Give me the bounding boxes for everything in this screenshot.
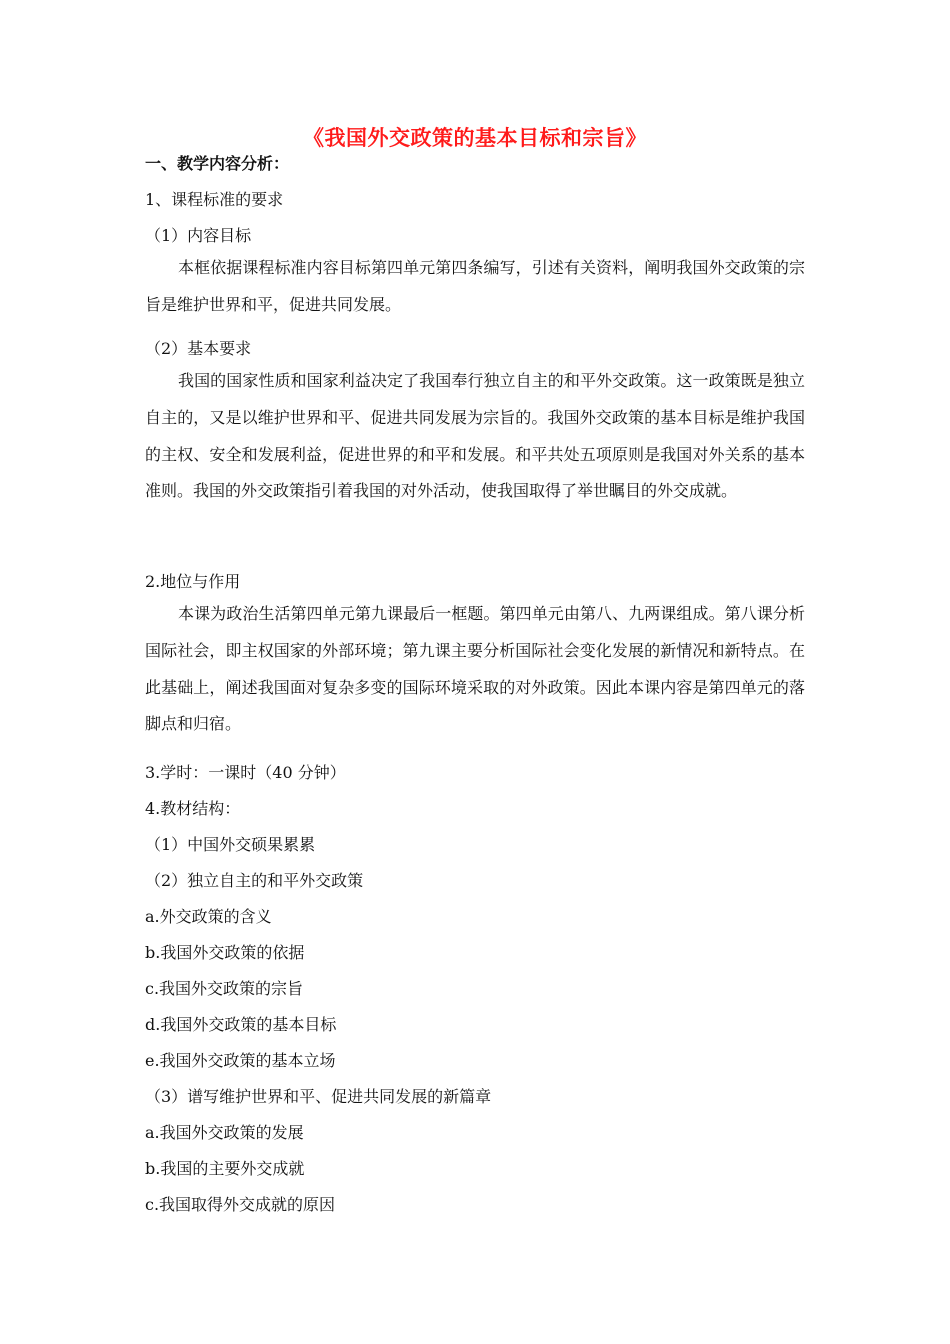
section-heading: 一、教学内容分析： [145, 154, 290, 173]
structure-item: e.我国外交政策的基本立场 [145, 1051, 336, 1070]
structure-item: （1）中国外交硕果累累 [145, 835, 316, 854]
structure-item: （3）谱写维护世界和平、促进共同发展的新篇章 [145, 1087, 492, 1106]
structure-item: c.我国外交政策的宗旨 [145, 979, 304, 998]
structure-item: a.我国外交政策的发展 [145, 1123, 304, 1142]
structure-item: a.外交政策的含义 [145, 907, 272, 926]
structure-item: b.我国外交政策的依据 [145, 943, 305, 962]
paragraph-position: 本课为政治生活第四单元第九课最后一框题。第四单元由第八、九两课组成。第八课分析国际社会，即主权国家的外部环境；第九课主要分析国际社会变化发展的新情况和新特点。在此基础上，阐述我国面对复杂多变的国际环境采取的对外政策。因此本课内容是第四单元的落脚点和归宿。 [145, 604, 805, 734]
structure-item: c.我国取得外交成就的原因 [145, 1195, 336, 1214]
structure-item: b.我国的主要外交成就 [145, 1159, 305, 1178]
subheading-basic-requirement: （2）基本要求 [145, 339, 252, 358]
item-heading: 1、课程标准的要求 [145, 190, 284, 209]
item-class-hours: 3.学时：一课时（40 分钟） [145, 763, 346, 782]
item-heading-structure: 4.教材结构： [145, 799, 241, 818]
item-heading-position: 2.地位与作用 [145, 572, 241, 591]
subheading-content-goal: （1）内容目标 [145, 226, 252, 245]
structure-item: d.我国外交政策的基本目标 [145, 1015, 337, 1034]
paragraph-content-goal: 本框依据课程标准内容目标第四单元第四条编写，引述有关资料，阐明我国外交政策的宗旨是维护世界和平，促进共同发展。 [145, 258, 805, 314]
structure-item: （2）独立自主的和平外交政策 [145, 871, 364, 890]
document-title: 《我国外交政策的基本目标和宗旨》 [303, 126, 647, 150]
paragraph-basic-requirement: 我国的国家性质和国家利益决定了我国奉行独立自主的和平外交政策。这一政策既是独立自主的，又是以维护世界和平、促进共同发展为宗旨的。我国外交政策的基本目标是维护我国的主权、安全和发展利益，促进世界的和平和发展。和平共处五项原则是我国对外关系的基本准则。我国的外交政策指引着我国的对外活动，使我国取得了举世瞩目的外交成就。 [145, 371, 805, 501]
